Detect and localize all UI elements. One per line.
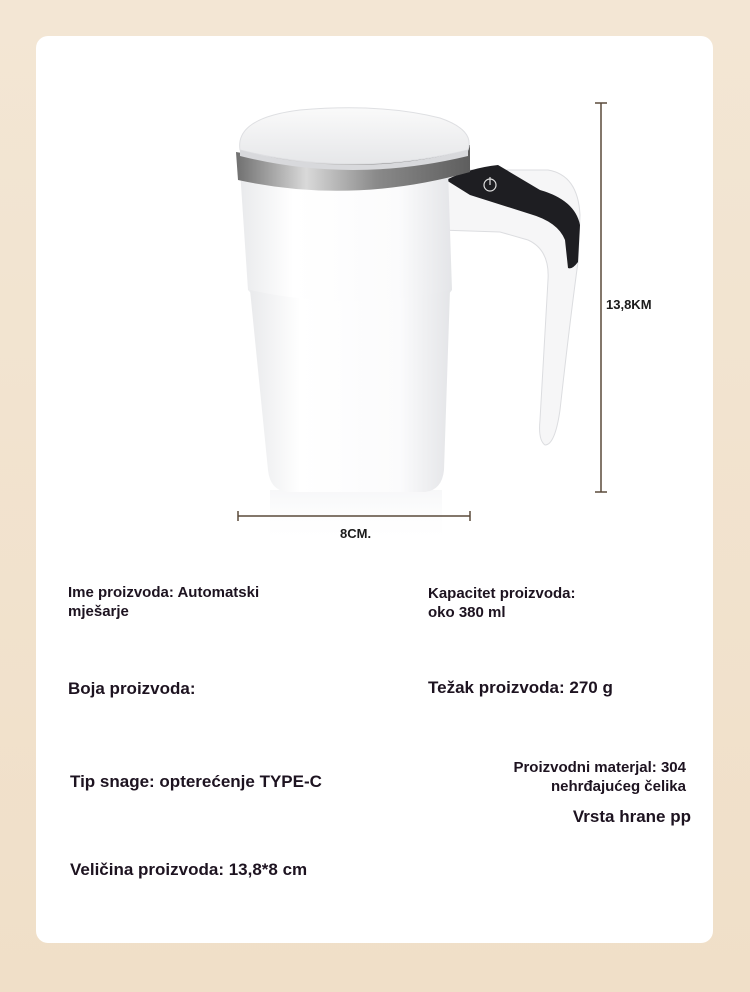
spec-power-type: Tip snage: opterećenje TYPE-C	[70, 772, 322, 791]
spec-product-name-line1: Ime proizvoda: Automatski	[68, 584, 260, 601]
spec-color: Boja proizvoda:	[68, 679, 196, 698]
spec-food-grade: Vrsta hrane pp	[572, 807, 691, 826]
spec-product-name-line2: mješarje	[68, 602, 129, 620]
width-label: 8CM.	[340, 526, 372, 541]
spec-size: Veličina proizvoda: 13,8*8 cm	[70, 860, 308, 879]
height-label: 13,8KM	[606, 297, 652, 312]
spec-product-name	[68, 584, 259, 622]
spec-material-line1: Proizvodni materjal: 304	[513, 759, 686, 776]
spec-material	[470, 759, 686, 797]
mug-lid	[240, 108, 470, 164]
spec-capacity	[428, 585, 576, 623]
spec-material-line2: nehrđajućeg čelika	[550, 777, 686, 795]
spec-weight: Težak proizvoda: 270 g	[428, 678, 613, 697]
spec-capacity-line1: Kapacitet proizvoda:	[428, 585, 576, 602]
mug-body-lower	[250, 290, 450, 492]
spec-capacity-line2: oko 380 ml	[428, 603, 506, 621]
